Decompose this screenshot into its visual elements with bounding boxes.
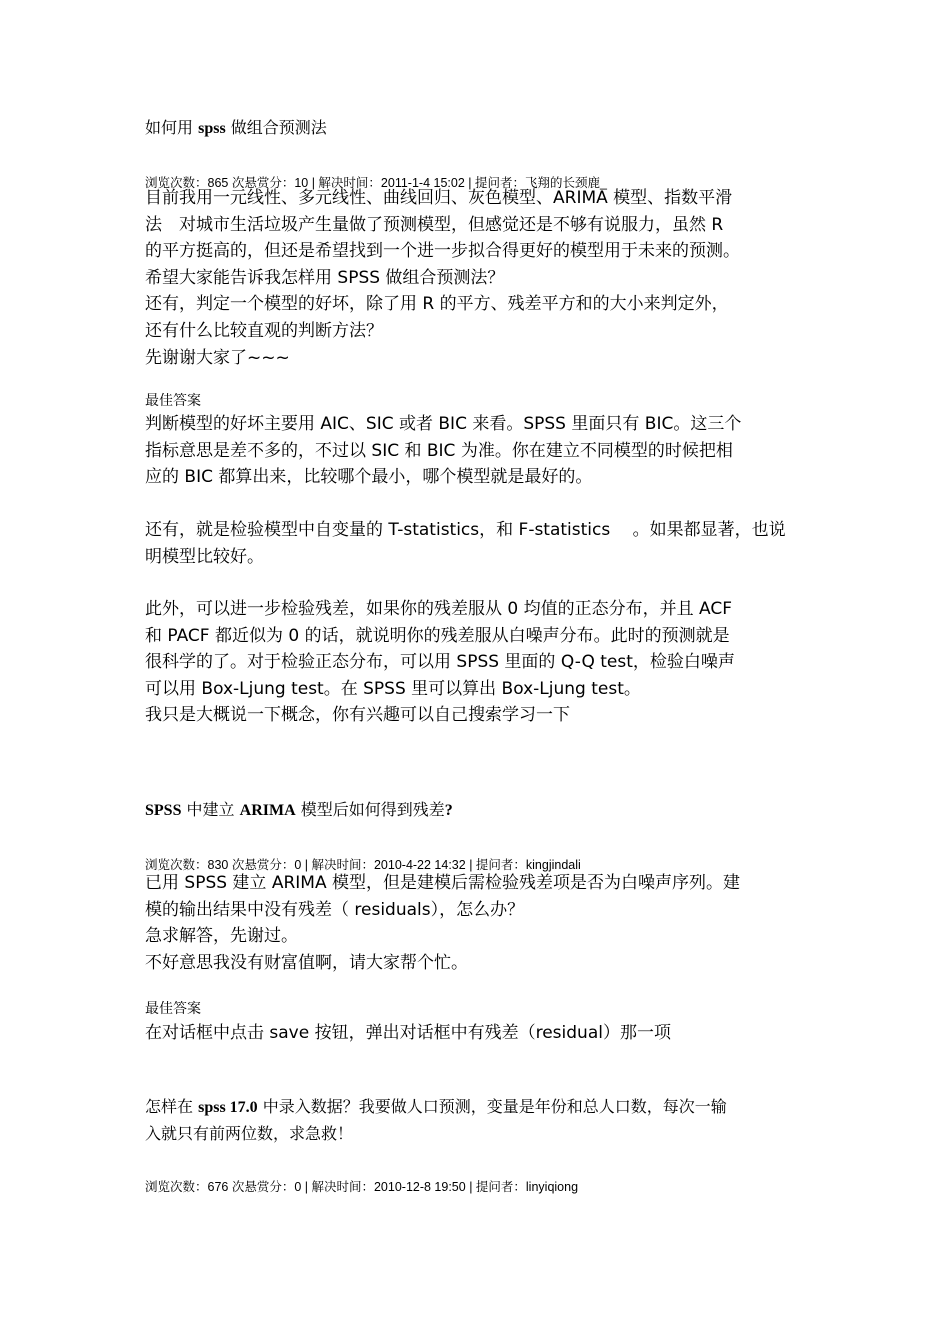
q2-answer: 在对话框中点击 save 按钮，弹出对话框中有残差（residual）那一项: [145, 1023, 671, 1043]
q3-title-line: 怎样在 spss 17.0 中录入数据？我要做人口预测，变量是年份和总人口数，每次一输: [145, 1097, 727, 1116]
q2-meta: 浏览次数：830 次悬赏分：0 | 解决时间：2010-4-22 14:32 | 提问者：kingjindali: [145, 858, 581, 872]
q1-answer-line: 和 PACF 都近似为 0 的话，就说明你的残差服从白噪声分布。此时的预测就是: [145, 625, 730, 646]
q1-answer-paragraph-3: [145, 596, 825, 729]
q2-question-line: 急求解答，先谢过。: [145, 926, 298, 947]
q1-answer-line: 指标意思是差不多的，不过以 SIC 和 BIC 为准。你在建立不同模型的时候把相: [145, 440, 733, 461]
q3-title-line: 入就只有前两位数，求急救！: [145, 1124, 354, 1143]
q1-answer-paragraph-1: [145, 411, 825, 491]
q1-question-line: 先谢谢大家了~~~: [145, 347, 290, 368]
q1-answer-line: 还有，就是检验模型中自变量的 T-statistics，和 F-statistics 。如果都显著，也说: [145, 520, 786, 540]
q2-question-line: 已用 SPSS 建立 ARIMA 模型，但是建模后需检验残差项是否为白噪声序列。建: [145, 873, 740, 893]
q2-question-line: 模的输出结果中没有残差（ residuals），怎么办？: [145, 899, 525, 920]
q1-title: 如何用 spss 做组合预测法: [145, 118, 327, 137]
q1-best-answer-label: 最佳答案: [145, 393, 201, 409]
q3-title: [145, 1094, 825, 1147]
q1-answer-line: 可以用 Box-Ljung test。在 SPSS 里可以算出 Box-Ljung test。: [145, 678, 641, 699]
q2-title: SPSS 中建立 ARIMA 模型后如何得到残差?: [145, 800, 453, 819]
q1-answer-line: 此外，可以进一步检验残差，如果你的残差服从 0 均值的正态分布，并且 ACF: [145, 599, 733, 619]
q1-answer-line: 应的 BIC 都算出来，比较哪个最小，哪个模型就是最好的。: [145, 467, 593, 488]
q1-question-line: 还有，判定一个模型的好坏，除了用 R 的平方、残差平方和的大小来判定外，: [145, 294, 729, 315]
q1-question-line: 还有什么比较直观的判断方法？: [145, 320, 383, 341]
q1-answer-line: 判断模型的好坏主要用 AIC、SIC 或者 BIC 来看。SPSS 里面只有 BIC。这三个: [145, 414, 742, 434]
q3-meta: 浏览次数：676 次悬赏分：0 | 解决时间：2010-12-8 19:50 | 提问者：linyiqiong: [145, 1180, 579, 1194]
q2-best-answer-label: 最佳答案: [145, 1001, 201, 1017]
q2-question-line: 不好意思我没有财富值啊，请大家帮个忙。: [145, 952, 468, 973]
q1-question-line: 目前我用一元线性、多元线性、曲线回归、灰色模型、ARIMA 模型、指数平滑: [145, 188, 733, 208]
q1-answer-line: 我只是大概说一下概念，你有兴趣可以自己搜索学习一下: [145, 705, 570, 726]
q1-answer-line: 很科学的了。对于检验正态分布，可以用 SPSS 里面的 Q-Q test，检验白噪声: [145, 652, 735, 673]
q2-question: [145, 870, 825, 976]
q1-question-line: 的平方挺高的，但还是希望找到一个进一步拟合得更好的模型用于未来的预测。: [145, 241, 740, 262]
q1-answer-paragraph-2: [145, 517, 825, 570]
q1-question-line: 法 对城市生活垃圾产生量做了预测模型，但感觉还是不够有说服力，虽然 R: [145, 214, 724, 235]
q1-answer-line: 明模型比较好。: [145, 546, 264, 567]
q1-question: [145, 185, 825, 371]
q1-question-line: 希望大家能告诉我怎样用 SPSS 做组合预测法？: [145, 267, 505, 288]
q1-meta: 浏览次数：865 次悬赏分：10 | 解决时间：2011-1-4 15:02 | 提问者：飞翔的长颈鹿_: [145, 176, 607, 190]
